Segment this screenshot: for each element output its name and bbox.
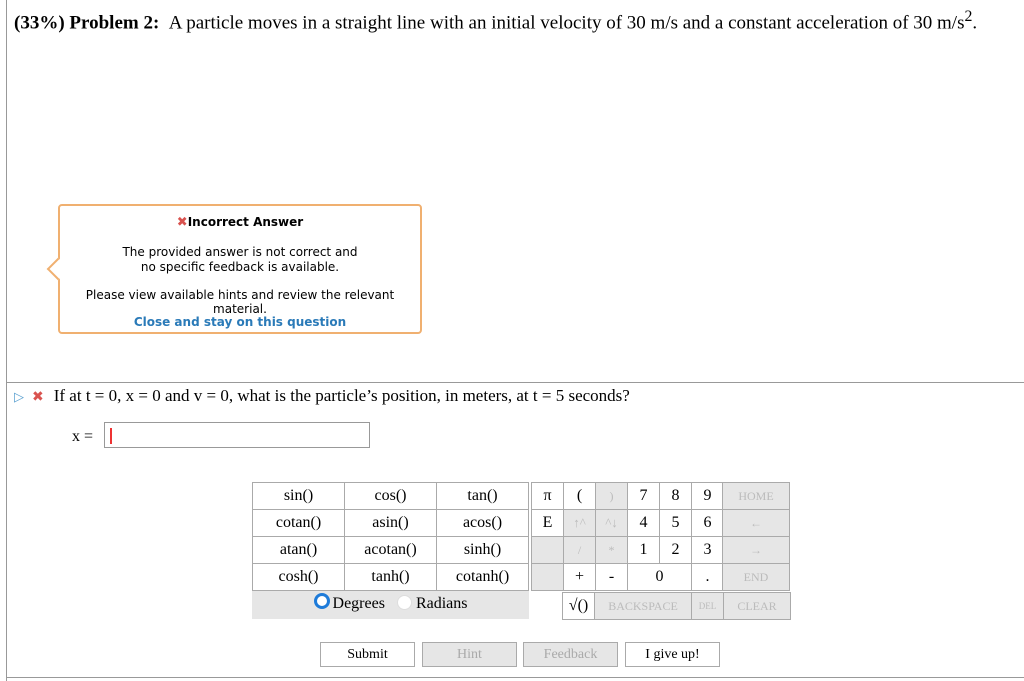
key-home[interactable]: HOME [723, 483, 790, 510]
problem-title [14, 8, 977, 34]
bottom-border [6, 677, 1024, 678]
popup-title [60, 215, 420, 230]
key-acotan[interactable]: acotan() [345, 537, 437, 564]
incorrect-answer-popup [58, 204, 422, 334]
key-6[interactable]: 6 [692, 510, 724, 537]
key-blank-1 [532, 537, 564, 564]
key-right-arrow[interactable]: → [723, 537, 790, 564]
problem-percent: (33%) [14, 12, 65, 34]
key-end[interactable]: END [723, 564, 790, 591]
question-text: If at t = 0, x = 0 and v = 0, what is the particle’s position, in meters, at t = 5 seconds? [53, 386, 630, 405]
degrees-label: Degrees [332, 595, 385, 612]
close-stay-link[interactable]: Close and stay on this question [133, 315, 347, 329]
submit-button[interactable]: Submit [320, 642, 415, 667]
number-keypad [627, 482, 724, 591]
key-acos[interactable]: acos() [437, 510, 529, 537]
control-keypad [722, 482, 790, 591]
key-minus[interactable]: - [596, 564, 628, 591]
bottom-keypad-row [562, 592, 791, 620]
key-sin[interactable]: sin() [253, 483, 345, 510]
key-9[interactable]: 9 [692, 483, 724, 510]
give-up-button[interactable]: I give up! [625, 642, 720, 667]
key-cotan[interactable]: cotan() [253, 510, 345, 537]
key-left-arrow[interactable]: ← [723, 510, 790, 537]
key-backspace[interactable]: BACKSPACE [595, 593, 692, 620]
problem-exponent: 2 [964, 8, 973, 25]
symbol-keypad [531, 482, 628, 591]
key-close-paren[interactable]: ) [596, 483, 628, 510]
answer-label: x = [72, 428, 94, 445]
key-blank-2 [532, 564, 564, 591]
key-8[interactable]: 8 [660, 483, 692, 510]
key-tanh[interactable]: tanh() [345, 564, 437, 591]
function-keypad [252, 482, 529, 591]
section-divider [6, 382, 1024, 383]
question-row [14, 386, 630, 406]
key-7[interactable]: 7 [628, 483, 660, 510]
text-caret [110, 428, 112, 444]
key-exponent-up[interactable]: ↑^ [564, 510, 596, 537]
problem-end: . [972, 12, 978, 34]
popup-message-line1: The provided answer is not correct and [122, 245, 358, 259]
key-tan[interactable]: tan() [437, 483, 529, 510]
key-atan[interactable]: atan() [253, 537, 345, 564]
problem-label: Problem 2: [69, 12, 160, 34]
play-triangle-icon[interactable]: ▷ [14, 389, 24, 404]
key-exponent-down[interactable]: ^↓ [596, 510, 628, 537]
popup-message [60, 245, 420, 275]
angle-mode-selector [252, 591, 529, 619]
key-cosh[interactable]: cosh() [253, 564, 345, 591]
key-cos[interactable]: cos() [345, 483, 437, 510]
key-sinh[interactable]: sinh() [437, 537, 529, 564]
key-pi[interactable]: π [532, 483, 564, 510]
hint-button[interactable]: Hint [422, 642, 517, 667]
key-cotanh[interactable]: cotanh() [437, 564, 529, 591]
popup-title-text: Incorrect Answer [187, 215, 304, 229]
key-clear[interactable]: CLEAR [724, 593, 791, 620]
key-del[interactable]: DEL [692, 593, 724, 620]
key-2[interactable]: 2 [660, 537, 692, 564]
incorrect-x-icon: ✖ [176, 215, 188, 230]
answer-input[interactable] [104, 422, 370, 448]
key-0[interactable]: 0 [628, 564, 692, 591]
key-5[interactable]: 5 [660, 510, 692, 537]
radians-label: Radians [415, 595, 468, 612]
incorrect-x-icon: ✖ [32, 390, 44, 405]
radians-radio[interactable] [397, 595, 412, 610]
key-4[interactable]: 4 [628, 510, 660, 537]
key-multiply[interactable]: * [596, 537, 628, 564]
key-divide[interactable]: / [564, 537, 596, 564]
key-sqrt[interactable]: √() [563, 593, 595, 620]
key-1[interactable]: 1 [628, 537, 660, 564]
problem-statement: A particle moves in a straight line with an initial velocity of 30 m/s and a constant acceleration of 30 m/s [168, 12, 965, 34]
key-e[interactable]: E [532, 510, 564, 537]
feedback-button[interactable]: Feedback [523, 642, 618, 667]
key-open-paren[interactable]: ( [564, 483, 596, 510]
key-decimal[interactable]: . [692, 564, 724, 591]
popup-hint: Please view available hints and review the relevant material. [85, 288, 395, 316]
degrees-radio[interactable] [314, 593, 330, 609]
popup-message-line2: no specific feedback is available. [140, 260, 340, 274]
key-plus[interactable]: + [564, 564, 596, 591]
key-3[interactable]: 3 [692, 537, 724, 564]
key-asin[interactable]: asin() [345, 510, 437, 537]
